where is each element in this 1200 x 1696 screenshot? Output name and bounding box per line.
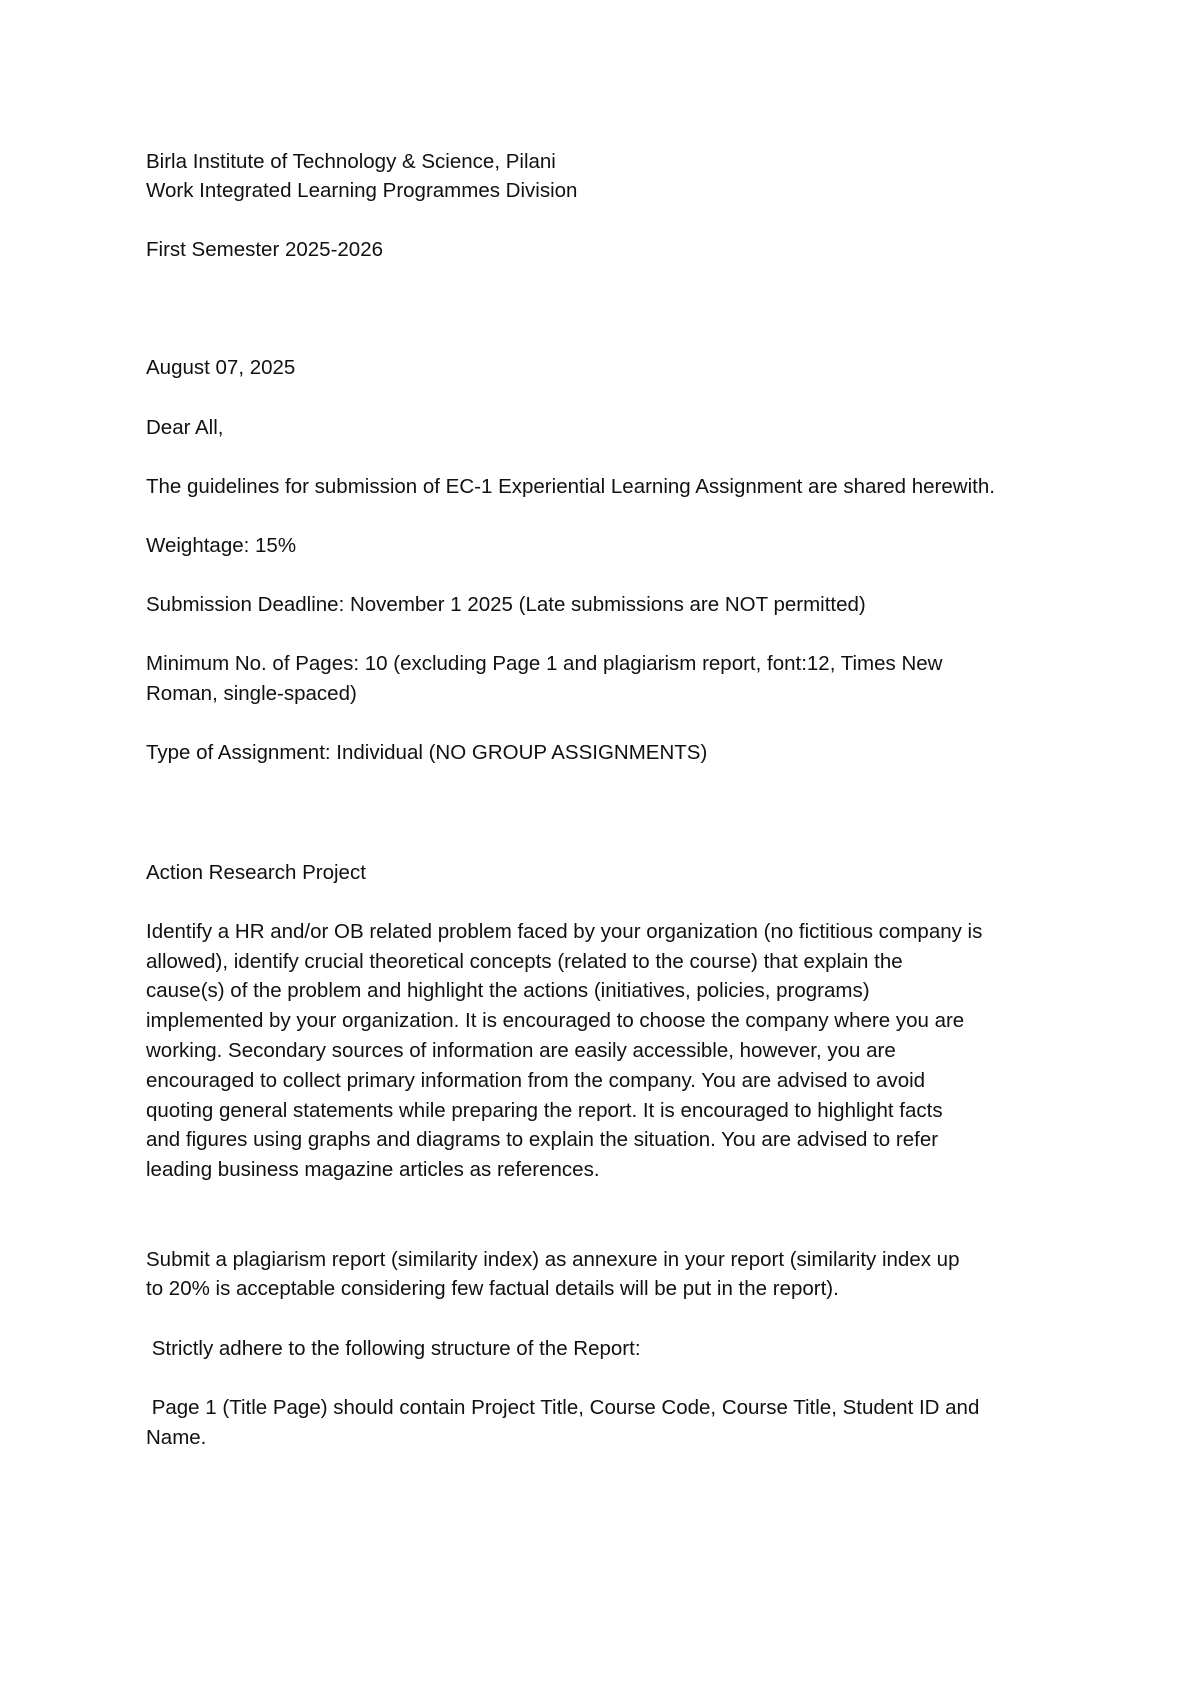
- plagiarism-line-1: Submit a plagiarism report (similarity index) as annexure in your report (similarity index up: [146, 1248, 960, 1271]
- minimum-pages-line-2: Roman, single-spaced): [146, 682, 357, 705]
- project-body-line: allowed), identify crucial theoretical concepts (related to the course) that explain the: [146, 950, 903, 973]
- project-body-line: quoting general statements while preparing the report. It is encouraged to highlight facts: [146, 1099, 943, 1122]
- project-heading: Action Research Project: [146, 861, 366, 884]
- structure-intro: Strictly adhere to the following structure of the Report:: [146, 1337, 641, 1360]
- project-body-line: cause(s) of the problem and highlight the actions (initiatives, policies, programs): [146, 979, 870, 1002]
- project-body-line: encouraged to collect primary information from the company. You are advised to avoid: [146, 1069, 926, 1092]
- division-name: Work Integrated Learning Programmes Division: [146, 179, 578, 202]
- plagiarism-line-2: to 20% is acceptable considering few factual details will be put in the report).: [146, 1277, 839, 1300]
- project-body-line: leading business magazine articles as references.: [146, 1158, 600, 1181]
- letter-date: August 07, 2025: [146, 356, 296, 379]
- project-body-line: implemented by your organization. It is encouraged to choose the company where you are: [146, 1009, 965, 1032]
- weightage: Weightage: 15%: [146, 534, 297, 557]
- minimum-pages-line-1: Minimum No. of Pages: 10 (excluding Page 1 and plagiarism report, font:12, Times New: [146, 652, 943, 675]
- page1-requirement-line-1: Page 1 (Title Page) should contain Project Title, Course Code, Course Title, Student ID and: [146, 1396, 980, 1419]
- salutation: Dear All,: [146, 416, 224, 439]
- project-body-line: working. Secondary sources of information are easily accessible, however, you are: [146, 1039, 896, 1062]
- project-body-line: Identify a HR and/or OB related problem faced by your organization (no fictitious company is: [146, 920, 983, 943]
- project-body-line: and figures using graphs and diagrams to explain the situation. You are advised to refer: [146, 1128, 939, 1151]
- submission-deadline: Submission Deadline: November 1 2025 (Late submissions are NOT permitted): [146, 593, 866, 616]
- assignment-type: Type of Assignment: Individual (NO GROUP ASSIGNMENTS): [146, 741, 708, 764]
- institute-name: Birla Institute of Technology & Science, Pilani: [146, 150, 556, 173]
- semester: First Semester 2025-2026: [146, 238, 384, 261]
- intro-text: The guidelines for submission of EC-1 Experiential Learning Assignment are shared herewith.: [146, 475, 995, 498]
- page1-requirement-line-2: Name.: [146, 1426, 207, 1449]
